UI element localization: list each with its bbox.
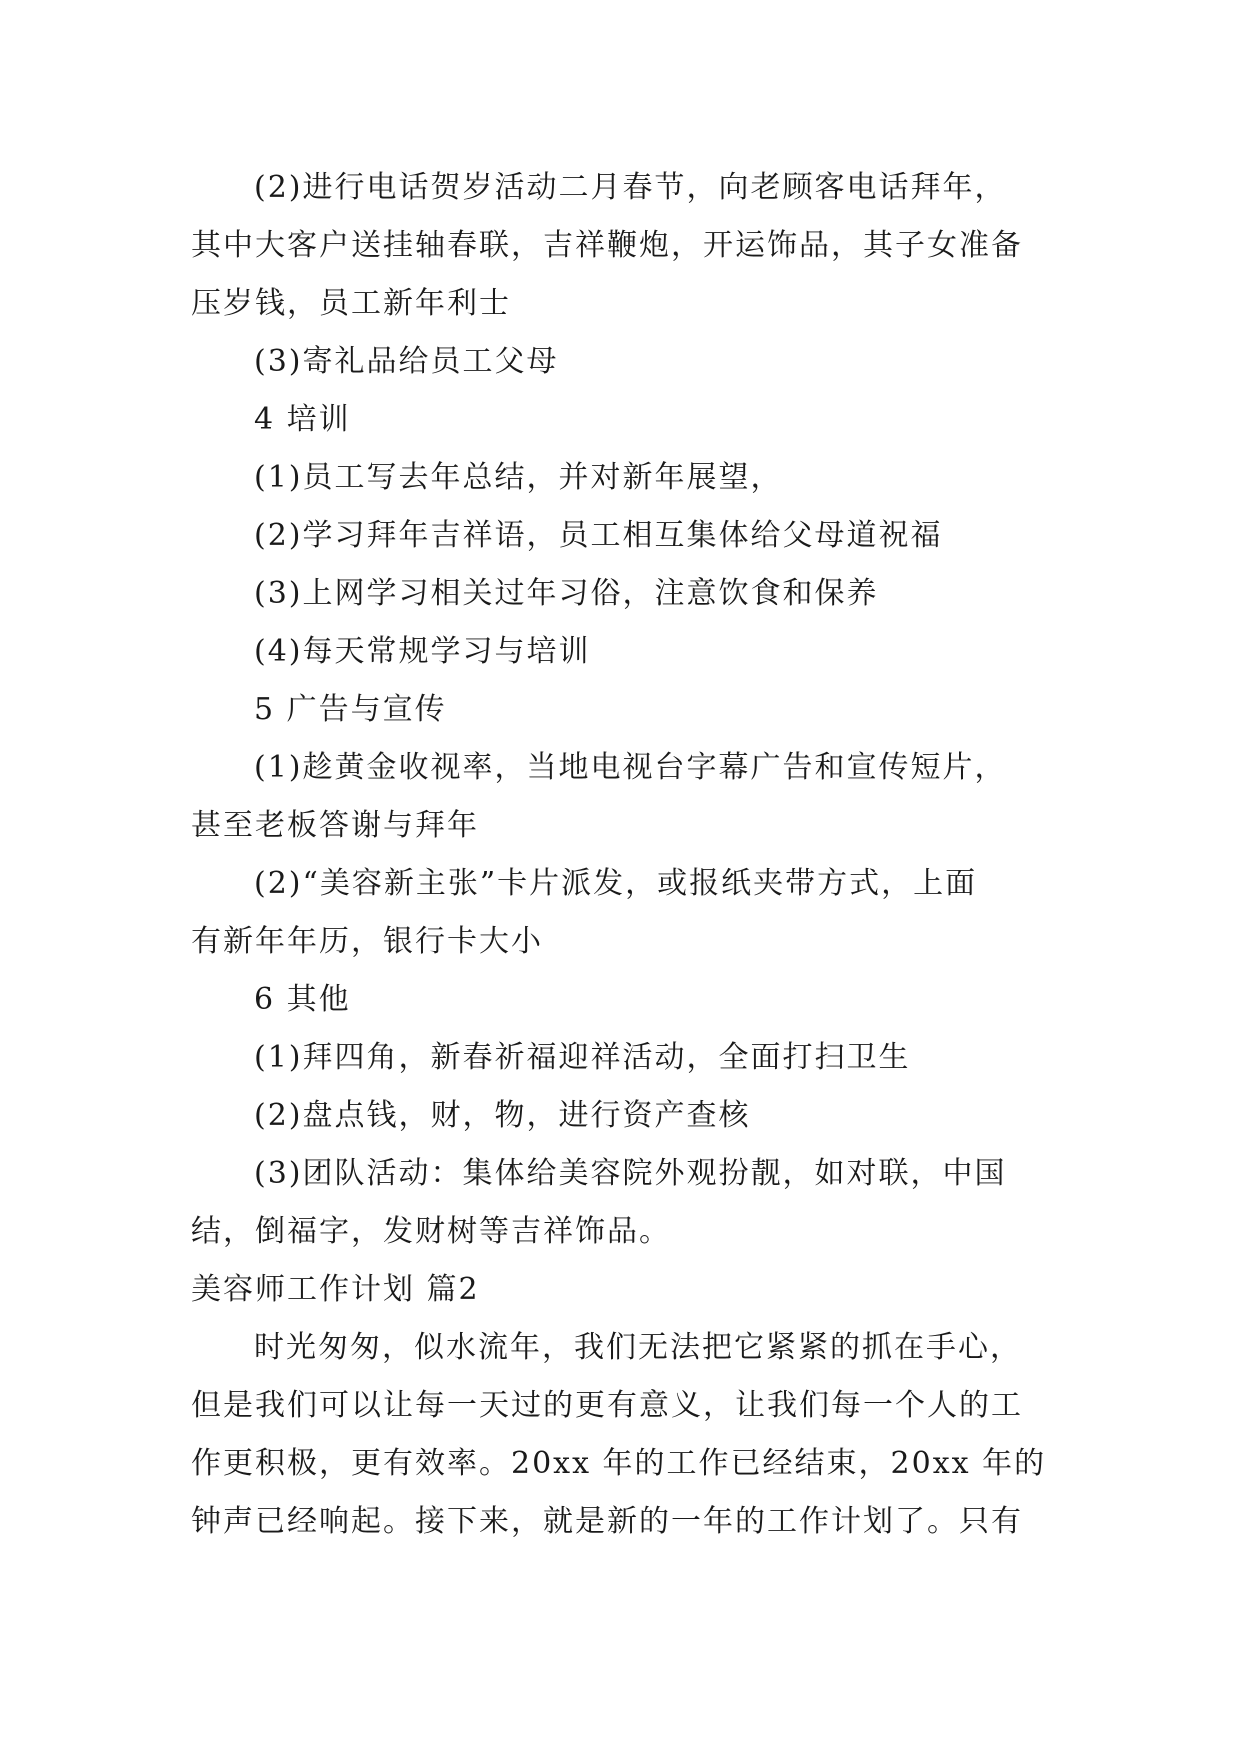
paragraph-line: (2)进行电话贺岁活动二月春节，向老顾客电话拜年，: [254, 170, 1007, 205]
section-heading: 5 广告与宣传: [254, 692, 447, 727]
paragraph-line: 其中大客户送挂轴春联，吉祥鞭炮，开运饰品，其子女准备: [191, 228, 1023, 263]
paragraph-line: 压岁钱，员工新年利士: [191, 286, 511, 321]
paragraph-line: 但是我们可以让每一天过的更有意义，让我们每一个人的工: [191, 1388, 1023, 1423]
paragraph-line: (1)拜四角，新春祈福迎祥活动，全面打扫卫生: [254, 1040, 911, 1075]
paragraph-line: (1)趁黄金收视率，当地电视台字幕广告和宣传短片，: [254, 750, 1007, 785]
paragraph-line: (4)每天常规学习与培训: [254, 634, 591, 669]
paragraph-line: 作更积极，更有效率。20xx 年的工作已经结束，20xx 年的: [191, 1446, 1047, 1481]
paragraph-line: (3)上网学习相关过年习俗，注意饮食和保养: [254, 576, 879, 611]
paragraph-line: (2)学习拜年吉祥语，员工相互集体给父母道祝福: [254, 518, 943, 553]
section-heading: 4 培训: [254, 402, 351, 437]
section-heading: 6 其他: [254, 982, 351, 1017]
paragraph-line: (3)寄礼品给员工父母: [254, 344, 559, 379]
document-page: [191, 159, 1061, 1551]
paragraph-line: (3)团队活动：集体给美容院外观扮靓，如对联，中国: [254, 1156, 1007, 1191]
paragraph-line: 结，倒福字，发财树等吉祥饰品。: [191, 1214, 671, 1249]
paragraph-line: (2)盘点钱，财，物，进行资产查核: [254, 1098, 751, 1133]
paragraph-line: 时光匆匆，似水流年，我们无法把它紧紧的抓在手心，: [254, 1330, 1022, 1365]
paragraph-line: 有新年年历，银行卡大小: [191, 924, 543, 959]
paragraph-line: 甚至老板答谢与拜年: [191, 808, 479, 843]
paragraph-line: (1)员工写去年总结，并对新年展望，: [254, 460, 783, 495]
paragraph-line: (2)“美容新主张”卡片派发，或报纸夹带方式，上面: [254, 866, 978, 901]
paragraph-line: 钟声已经响起。接下来，就是新的一年的工作计划了。只有: [191, 1504, 1023, 1539]
article-title: 美容师工作计划 篇2: [191, 1272, 480, 1307]
